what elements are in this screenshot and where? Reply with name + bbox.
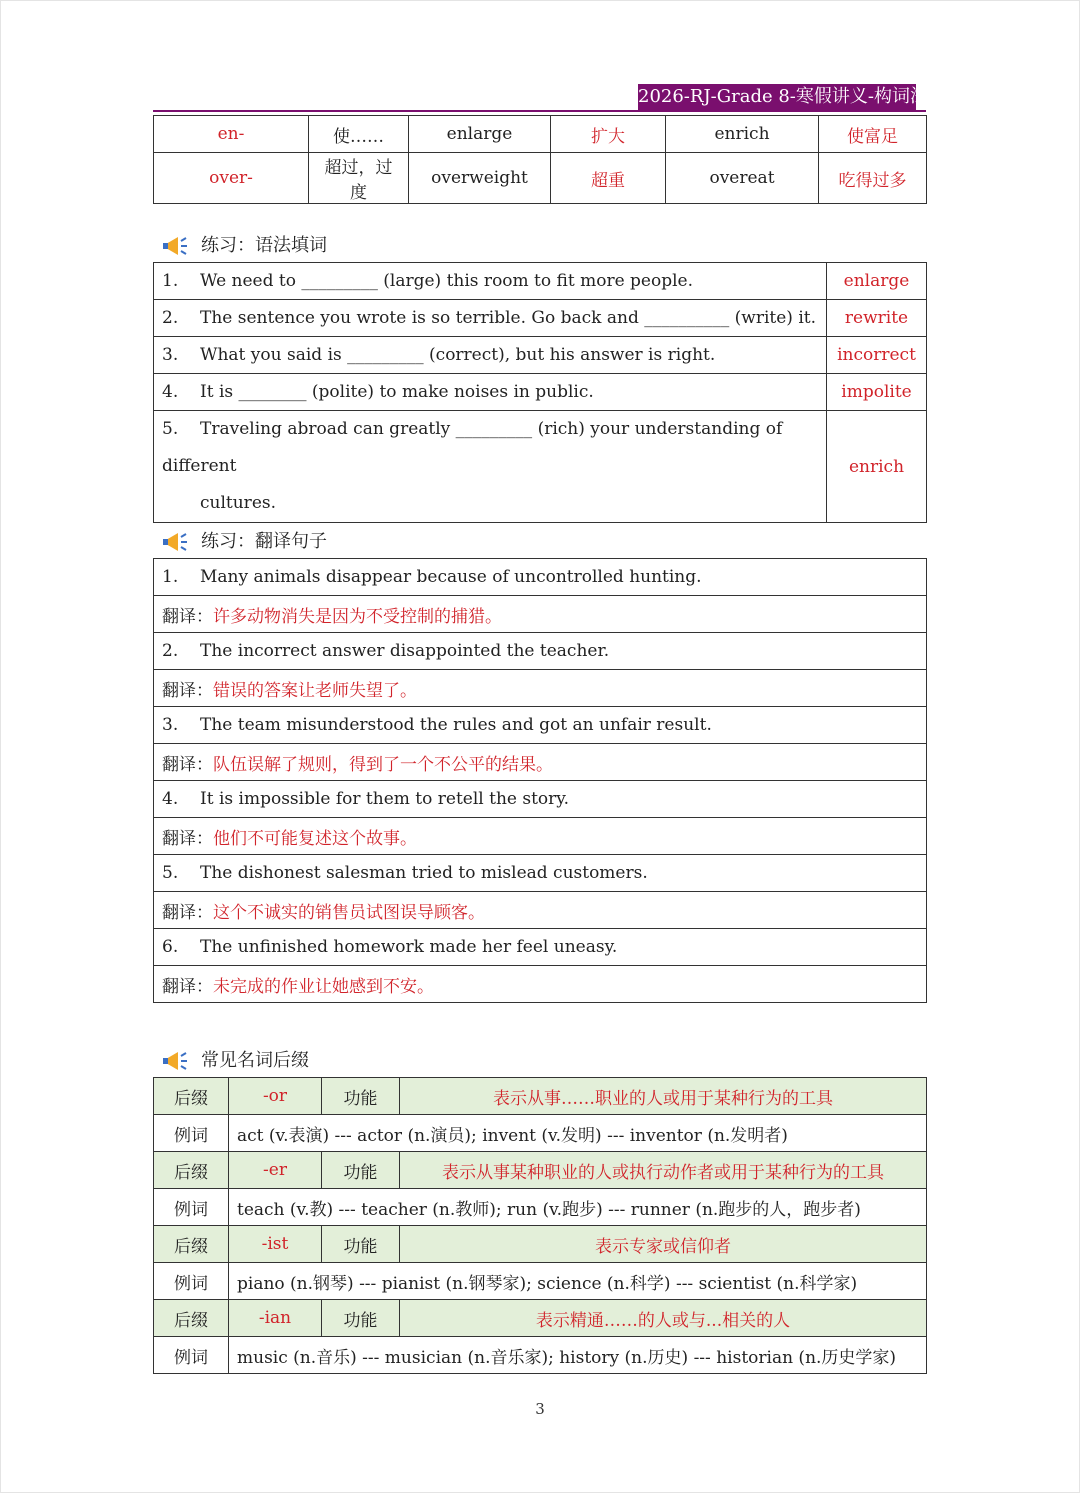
- answer-cell: enrich: [827, 411, 927, 523]
- translation-row: [154, 744, 927, 781]
- exercise-sentence: What you said is _________ (correct), but his answer is right.: [200, 345, 716, 365]
- translation-row: [154, 892, 927, 929]
- translation-row: [154, 596, 927, 633]
- example-value: teach (v.教) --- teacher (n.教师); run (v.跑步) --- runner (n.跑步的人，跑步者): [229, 1189, 927, 1226]
- section-title-text: 练习：语法填词: [201, 235, 327, 256]
- megaphone-icon: [163, 235, 189, 257]
- prefix-cell: en-: [154, 116, 309, 153]
- english-sentence: The unfinished homework made her feel uneasy.: [200, 937, 618, 957]
- example-label: 例词: [154, 1115, 229, 1152]
- exercise-sentence-continued: cultures.: [200, 493, 277, 513]
- function-value: 表示从事……职业的人或用于某种行为的工具: [400, 1078, 927, 1115]
- example-meaning-cell: 使富足: [819, 116, 927, 153]
- header-rule: [153, 110, 926, 112]
- english-sentence: It is impossible for them to retell the story.: [200, 789, 570, 809]
- prefix-meaning-cell: 使……: [309, 116, 409, 153]
- translation-label: 翻译：: [162, 976, 213, 997]
- item-number: 2.: [162, 641, 179, 661]
- english-sentence: Many animals disappear because of uncontrolled hunting.: [200, 567, 702, 587]
- answer-cell: rewrite: [827, 300, 927, 337]
- prefix-row: [154, 116, 927, 153]
- exercise-sentence: It is ________ (polite) to make noises in public.: [200, 382, 594, 402]
- translation-label: 翻译：: [162, 680, 213, 701]
- function-label: 功能: [322, 1152, 400, 1189]
- suffix-label: 后缀: [154, 1300, 229, 1337]
- example-value: piano (n.钢琴) --- pianist (n.钢琴家); science (n.科学) --- scientist (n.科学家): [229, 1263, 927, 1300]
- translation-text: 队伍误解了规则，得到了一个不公平的结果。: [213, 754, 553, 775]
- example-row: [154, 1115, 927, 1152]
- function-value: 表示专家或信仰者: [400, 1226, 927, 1263]
- answer-cell: incorrect: [827, 337, 927, 374]
- exercise-row: [154, 374, 927, 411]
- translation-label: 翻译：: [162, 828, 213, 849]
- sentence-row: [154, 707, 927, 744]
- suffix-value: -or: [229, 1078, 322, 1115]
- exercise-row: [154, 337, 927, 374]
- sentence-row: [154, 633, 927, 670]
- exercise-sentence: Traveling abroad can greatly _________ (rich) your understanding of different: [162, 419, 783, 476]
- function-label: 功能: [322, 1300, 400, 1337]
- item-number: 1.: [162, 567, 179, 587]
- translation-label: 翻译：: [162, 754, 213, 775]
- prefix-cell: over-: [154, 153, 309, 204]
- function-label: 功能: [322, 1226, 400, 1263]
- suffix-row: [154, 1226, 927, 1263]
- english-sentence: The incorrect answer disappointed the teacher.: [200, 641, 610, 661]
- item-number: 2.: [162, 308, 179, 328]
- item-number: 6.: [162, 937, 179, 957]
- function-value: 表示从事某种职业的人或执行动作者或用于某种行为的工具: [400, 1152, 927, 1189]
- example-row: [154, 1337, 927, 1374]
- prefix-row: [154, 153, 927, 204]
- example-label: 例词: [154, 1263, 229, 1300]
- example-label: 例词: [154, 1189, 229, 1226]
- example-row: [154, 1263, 927, 1300]
- example-meaning-cell: 超重: [551, 153, 666, 204]
- suffix-value: -ist: [229, 1226, 322, 1263]
- fill-in-table: [153, 262, 927, 523]
- exercise-row: [154, 300, 927, 337]
- suffix-section-title: [163, 1049, 309, 1073]
- suffix-label: 后缀: [154, 1152, 229, 1189]
- function-label: 功能: [322, 1078, 400, 1115]
- item-number: 4.: [162, 789, 179, 809]
- exercise1-title: [163, 234, 327, 258]
- item-number: 1.: [162, 271, 179, 291]
- suffix-row: [154, 1152, 927, 1189]
- suffix-table: [153, 1077, 927, 1374]
- megaphone-icon: [163, 1050, 189, 1072]
- exercise-row: [154, 263, 927, 300]
- item-number: 5.: [162, 863, 179, 883]
- item-number: 5.: [162, 419, 179, 439]
- item-number: 3.: [162, 715, 179, 735]
- suffix-row: [154, 1078, 927, 1115]
- example-value: music (n.音乐) --- musician (n.音乐家); history (n.历史) --- historian (n.历史学家): [229, 1337, 927, 1374]
- example-meaning-cell: 吃得过多: [819, 153, 927, 204]
- translation-text: 他们不可能复述这个故事。: [213, 828, 417, 849]
- sentence-row: [154, 559, 927, 596]
- prefix-meaning-cell: 超过，过度: [309, 153, 409, 204]
- example-word-cell: overweight: [409, 153, 551, 204]
- english-sentence: The dishonest salesman tried to mislead customers.: [200, 863, 648, 883]
- function-value: 表示精通……的人或与...相关的人: [400, 1300, 927, 1337]
- suffix-label: 后缀: [154, 1226, 229, 1263]
- item-number: 3.: [162, 345, 179, 365]
- sentence-row: [154, 855, 927, 892]
- translation-row: [154, 818, 927, 855]
- example-word-cell: enrich: [666, 116, 819, 153]
- suffix-value: -ian: [229, 1300, 322, 1337]
- example-word-cell: enlarge: [409, 116, 551, 153]
- translation-row: [154, 966, 927, 1003]
- translation-row: [154, 670, 927, 707]
- page-number: 3: [535, 1400, 545, 1418]
- sentence-row: [154, 781, 927, 818]
- section-title-text: 常见名词后缀: [201, 1050, 309, 1071]
- translation-label: 翻译：: [162, 902, 213, 923]
- example-value: act (v.表演) --- actor (n.演员); invent (v.发明) --- inventor (n.发明者): [229, 1115, 927, 1152]
- prefix-table: [153, 115, 927, 204]
- example-word-cell: overeat: [666, 153, 819, 204]
- translation-text: 错误的答案让老师失望了。: [213, 680, 417, 701]
- translation-text: 未完成的作业让她感到不安。: [213, 976, 434, 997]
- exercise-sentence: We need to _________ (large) this room to fit more people.: [200, 271, 694, 291]
- answer-cell: impolite: [827, 374, 927, 411]
- megaphone-icon: [163, 531, 189, 553]
- exercise2-title: [163, 530, 327, 554]
- sentence-row: [154, 929, 927, 966]
- translation-label: 翻译：: [162, 606, 213, 627]
- suffix-label: 后缀: [154, 1078, 229, 1115]
- example-meaning-cell: 扩大: [551, 116, 666, 153]
- answer-cell: enlarge: [827, 263, 927, 300]
- example-label: 例词: [154, 1337, 229, 1374]
- suffix-value: -er: [229, 1152, 322, 1189]
- suffix-row: [154, 1300, 927, 1337]
- exercise-row: [154, 411, 927, 523]
- translation-table: [153, 558, 927, 1003]
- item-number: 4.: [162, 382, 179, 402]
- exercise-sentence: The sentence you wrote is so terrible. Go back and __________ (write) it.: [200, 308, 816, 328]
- document-header-tag: 2026-RJ-Grade 8-寒假讲义-构词法: [638, 84, 916, 110]
- example-row: [154, 1189, 927, 1226]
- translation-text: 许多动物消失是因为不受控制的捕猎。: [213, 606, 502, 627]
- section-title-text: 练习：翻译句子: [201, 531, 327, 552]
- translation-text: 这个不诚实的销售员试图误导顾客。: [213, 902, 485, 923]
- english-sentence: The team misunderstood the rules and got an unfair result.: [200, 715, 712, 735]
